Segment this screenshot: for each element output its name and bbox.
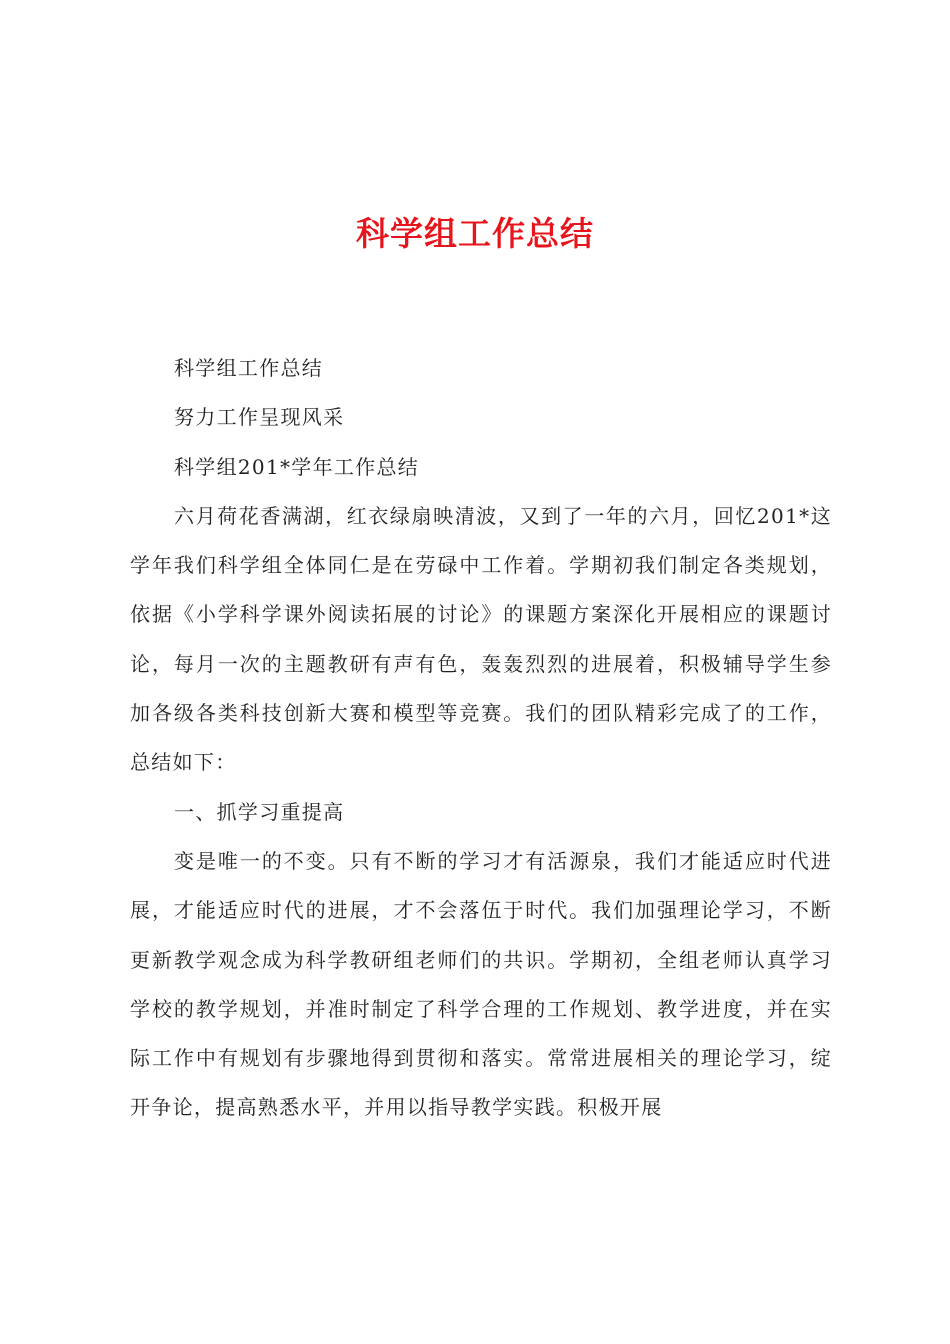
paragraph-study: 变是唯一的不变。只有不断的学习才有活源泉，我们才能适应时代进展，才能适应时代的进展，才不会落伍于时代。我们加强理论学习，不断更新教学观念成为科学教研组老师们的共识。学期初，全组老师认真学习学校的教学规划，并准时制定了科学合理的工作规划、教学进度，并在实际工作中有规划有步骤地得到贯彻和落实。常常进展相关的理论学习，绽开争论，提高熟悉水平，并用以指导教学实践。积极开展 xyxy=(130,848,832,1120)
paragraph-subtitle: 努力工作呈现风采 xyxy=(174,405,345,430)
paragraph-report-name: 科学组201*学年工作总结 xyxy=(174,454,420,479)
document-title: 科学组工作总结 xyxy=(356,214,594,253)
paragraph-intro: 六月荷花香满湖，红衣绿扇映清波，又到了一年的六月，回忆201*这学年我们科学组全体同仁是在劳碌中工作着。学期初我们制定各类规划，依据《小学科学课外阅读拓展的讨论》的课题方案深化开展相应的课题讨论，每月一次的主题教研有声有色，轰轰烈烈的进展着，积极辅导学生参加各级各类科技创新大赛和模型等竞赛。我们的团队精彩完成了的工作，总结如下： xyxy=(130,503,832,775)
section-heading-study: 一、抓学习重提高 xyxy=(174,799,345,824)
paragraph-heading-repeat: 科学组工作总结 xyxy=(174,356,324,380)
document-body xyxy=(130,344,832,1133)
